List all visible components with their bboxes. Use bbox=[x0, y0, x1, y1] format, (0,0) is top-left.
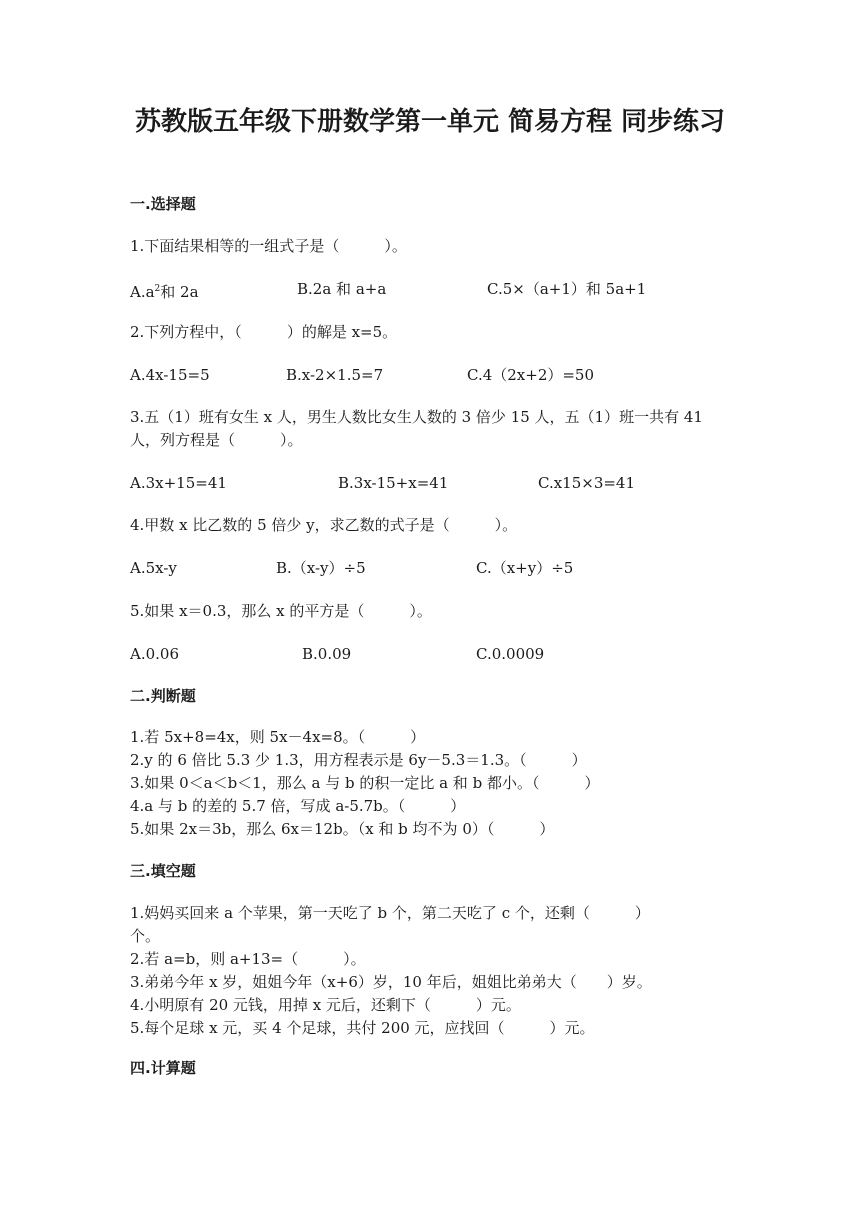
option-b: B.x-2×1.5=7 bbox=[286, 366, 384, 384]
section-heading-choice: 一.选择题 bbox=[130, 195, 196, 213]
list-item: 2.若 a=b，则 a+13=（ ）。 bbox=[130, 950, 366, 968]
list-item: 1.妈妈买回来 a 个苹果，第一天吃了 b 个，第二天吃了 c 个，还剩（ ）个。 bbox=[130, 904, 650, 945]
option-c: C.0.0009 bbox=[476, 645, 545, 663]
option-c: C.（x+y）÷5 bbox=[476, 559, 574, 577]
option-c: C.4（2x+2）=50 bbox=[467, 366, 595, 384]
option-b: B.0.09 bbox=[302, 645, 352, 663]
section-heading-judge: 二.判断题 bbox=[130, 687, 196, 705]
question-stem: 4.甲数 x 比乙数的 5 倍少 y，求乙数的式子是（ ）。 bbox=[130, 516, 518, 534]
option-a: A.5x-y bbox=[130, 559, 177, 577]
section-heading-calc: 四.计算题 bbox=[130, 1059, 196, 1077]
option-c: C.x15×3=41 bbox=[538, 474, 636, 492]
question-stem: 5.如果 x＝0.3，那么 x 的平方是（ ）。 bbox=[130, 602, 432, 620]
list-item: 3.弟弟今年 x 岁，姐姐今年（x+6）岁，10 年后，姐姐比弟弟大（ ）岁。 bbox=[130, 973, 652, 991]
list-item: 4.小明原有 20 元钱，用掉 x 元后，还剩下（ ）元。 bbox=[130, 996, 521, 1014]
list-item: 4.a 与 b 的差的 5.7 倍，写成 a-5.7b。（ ） bbox=[130, 797, 466, 815]
list-item: 2.y 的 6 倍比 5.3 少 1.3，用方程表示是 6y－5.3＝1.3。（ ） bbox=[130, 751, 587, 769]
list-item: 5.如果 2x＝3b，那么 6x＝12b。（x 和 b 均不为 0）（ ） bbox=[130, 820, 555, 838]
section-heading-fill: 三.填空题 bbox=[130, 862, 196, 880]
judge-list bbox=[130, 726, 730, 841]
question-stem: 3.五（1）班有女生 x 人，男生人数比女生人数的 3 倍少 15 人，五（1）班一共有 41 人，列方程是（ ）。 bbox=[130, 408, 703, 449]
option-a: A.0.06 bbox=[130, 645, 179, 663]
fill-list bbox=[130, 902, 675, 1040]
question-stem: 2.下列方程中，（ ）的解是 x=5。 bbox=[130, 323, 398, 341]
option-c: C.5×（a+1）和 5a+1 bbox=[487, 280, 647, 298]
option-a: A.4x-15=5 bbox=[130, 366, 210, 384]
option-b: B.（x-y）÷5 bbox=[276, 559, 366, 577]
option-a-text: A.a bbox=[130, 283, 155, 301]
page-title: 苏教版五年级下册数学第一单元 简易方程 同步练习 bbox=[134, 107, 726, 137]
option-a: A.3x+15=41 bbox=[130, 474, 227, 492]
list-item: 3.如果 0＜a＜b＜1，那么 a 与 b 的积一定比 a 和 b 都小。（ ） bbox=[130, 774, 600, 792]
option-a bbox=[130, 278, 199, 303]
superscript: 2 bbox=[154, 284, 161, 294]
list-item: 1.若 5x+8=4x，则 5x－4x=8。（ ） bbox=[130, 728, 426, 746]
option-b: B.3x-15+x=41 bbox=[338, 474, 449, 492]
option-a-tail: 和 2a bbox=[160, 283, 199, 301]
list-item: 5.每个足球 x 元，买 4 个足球，共付 200 元，应找回（ ）元。 bbox=[130, 1019, 595, 1037]
question-stem: 1.下面结果相等的一组式子是（ ）。 bbox=[130, 237, 407, 255]
option-b: B.2a 和 a+a bbox=[297, 280, 387, 298]
